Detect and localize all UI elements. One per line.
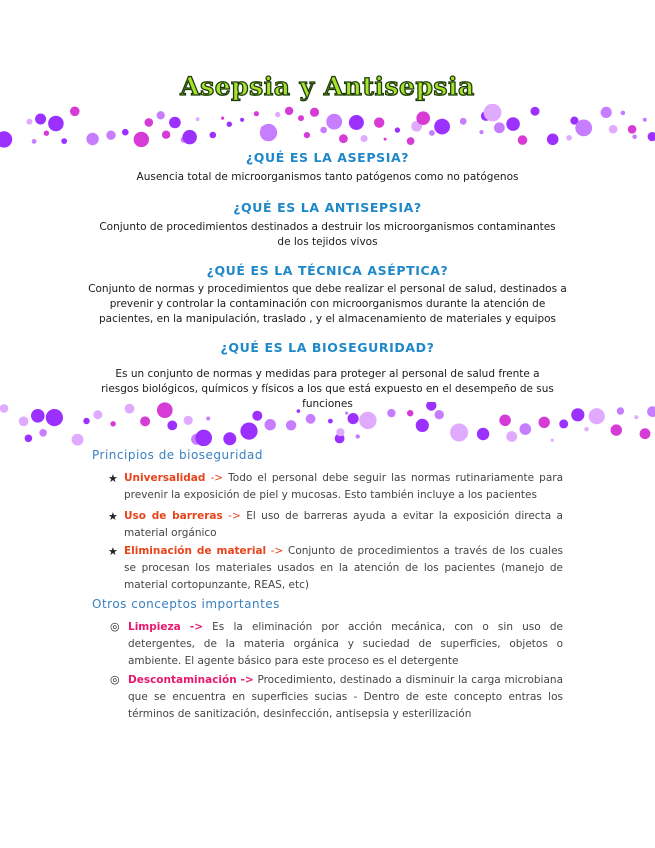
section-heading-principios: Principios de bioseguridad	[92, 448, 264, 462]
decorative-dot	[206, 417, 210, 421]
decorative-dot	[617, 407, 624, 414]
decorative-dot	[426, 402, 436, 411]
term-universalidad: Universalidad	[124, 472, 206, 484]
decorative-dot	[407, 137, 415, 145]
decorative-dot	[145, 118, 154, 127]
decorative-dot	[48, 116, 64, 132]
decorative-dot	[632, 135, 637, 140]
answer-tecnica-aseptica: Conjunto de normas y procedimientos que debe realizar el personal de salud, destinados a prevenir y controlar la contaminación con microorganismos durante la atención de pacientes, en la manipulación, traslado , y el almacenamiento de materiales y equipos	[88, 283, 567, 325]
decorative-dot	[169, 117, 181, 129]
decorative-dot	[326, 114, 342, 130]
term-uso-de-barreras: Uso de barreras	[124, 510, 223, 522]
decorative-dot	[648, 132, 655, 141]
question-asepsia: ¿QUÉ ES LA ASEPSIA?	[245, 150, 410, 165]
decorative-dot	[221, 117, 224, 120]
decorative-dot	[0, 404, 8, 413]
decorative-dot	[46, 409, 63, 426]
decorative-dot	[83, 418, 89, 424]
decorative-dot	[0, 131, 12, 147]
decorative-dot	[26, 119, 32, 125]
decorative-dot	[93, 410, 102, 419]
decorative-dot	[643, 118, 647, 122]
decorative-dot	[328, 419, 333, 424]
decorative-dot	[361, 135, 368, 142]
decorative-dot	[32, 139, 37, 144]
question-tecnica-aseptica: ¿QUÉ ES LA TÉCNICA ASÉPTICA?	[206, 263, 449, 278]
decorative-dot	[157, 111, 165, 119]
decorative-dot	[547, 134, 559, 146]
decorative-dot	[157, 402, 173, 418]
principio-universalidad	[124, 470, 563, 504]
answer-antisepsia: Conjunto de procedimientos destinados a destruir los microorganismos contaminantes de los tejidos vivos	[99, 221, 556, 248]
decorative-dot	[162, 131, 170, 139]
decorative-dot	[339, 134, 348, 143]
decorative-dot	[227, 122, 232, 127]
star-bullet-icon: ★	[108, 472, 118, 485]
decorative-dot	[285, 107, 293, 115]
arrow: ->	[240, 674, 254, 686]
decorative-dot	[601, 107, 612, 118]
decorative-dot	[359, 412, 376, 429]
decorative-dot	[61, 138, 67, 144]
decorative-dot	[374, 117, 384, 127]
decorative-dot	[183, 130, 197, 144]
decorative-dot	[566, 135, 572, 141]
answer-bioseguridad: Es un conjunto de normas y medidas para proteger al personal de salud frente a riesgos biológicos, químicos y físicos a los que está expuesto en el desempeño de sus funciones	[101, 368, 554, 410]
decorative-dot	[72, 434, 84, 446]
decorative-dot	[559, 419, 568, 428]
decorative-dot	[86, 133, 98, 145]
page-title: Asepsia y Antisepsia	[180, 72, 475, 101]
decorative-dot	[252, 411, 262, 421]
decorative-dot	[286, 420, 296, 430]
decorative-dot	[297, 409, 301, 413]
decorative-dot	[531, 107, 540, 116]
decorative-dot	[628, 125, 637, 134]
decorative-dot	[479, 130, 483, 134]
decorative-dot	[506, 117, 520, 131]
decorative-dot	[240, 423, 257, 440]
decorative-dot	[518, 135, 528, 145]
decorative-dot	[223, 432, 236, 445]
decorative-dot	[19, 416, 29, 426]
decorative-dot	[384, 138, 387, 141]
decorative-dot	[416, 419, 429, 432]
decorative-dot	[349, 115, 364, 130]
decorative-dot	[306, 414, 316, 424]
decorative-dot	[275, 112, 280, 117]
decorative-dot	[539, 417, 550, 428]
definition-universalidad: Todo el personal debe seguir las normas rutinariamente para prevenir la exposición de piel y mucosas. Esto también incluye a los pacientes	[124, 472, 564, 501]
decorative-dot	[450, 424, 468, 442]
decorative-dot	[25, 435, 33, 443]
definition-limpieza: Es la eliminación por acción mecánica, con o sin uso de detergentes, de la materia orgánica y suciedad de superficies, objetos o ambiente. El agente básico para este proceso es el detergente	[128, 621, 563, 667]
arrow: ->	[270, 545, 284, 557]
decorative-dot	[298, 115, 304, 121]
decorative-dot	[210, 132, 217, 139]
decorative-dot	[310, 108, 319, 117]
arrow: ->	[189, 621, 203, 633]
decorative-dot	[106, 131, 115, 140]
decorative-dot	[584, 427, 588, 431]
decorative-dot	[575, 120, 592, 137]
decorative-dot	[345, 412, 348, 415]
definition-eliminacion-de-material: Conjunto de procedimientos a través de los cuales se procesan los materiales usados en la atención de los pacientes (manejo de material cortopunzante, REAS, etc)	[124, 545, 563, 591]
arrow: ->	[228, 510, 241, 522]
decorative-dot	[35, 114, 46, 125]
principio-uso-de-barreras	[124, 508, 563, 542]
decorative-dot	[407, 410, 413, 416]
decorative-dot	[348, 413, 359, 424]
decorative-dot	[31, 409, 45, 423]
decorative-dot	[416, 111, 430, 125]
decorative-dot	[499, 415, 511, 427]
decorative-dot	[39, 429, 47, 437]
decorative-dot	[435, 410, 444, 419]
term-descontaminacion: Descontaminación	[128, 674, 237, 686]
definition-descontaminacion: Procedimiento, destinado a disminuir la carga microbiana que se encuentra en superficies sucias - Dentro de este concepto entras los términos de sanitización, desinfección, antisepsia y esterilización	[128, 674, 563, 720]
decorative-dot	[434, 119, 450, 135]
definition-uso-de-barreras: El uso de barreras ayuda a evitar la exposición directa a material orgánico	[124, 510, 563, 539]
decorative-dot	[240, 118, 244, 122]
star-bullet-icon: ★	[108, 510, 118, 523]
decorative-dot	[429, 130, 435, 136]
decorative-dot	[265, 419, 276, 430]
arrow: ->	[210, 472, 224, 484]
term-eliminacion-de-material: Eliminación de material	[124, 545, 267, 557]
decorative-dot	[44, 131, 49, 136]
decorative-dot	[122, 129, 129, 136]
concepto-limpieza	[128, 619, 563, 670]
decorative-dot	[551, 439, 554, 442]
section-heading-otros-conceptos: Otros conceptos importantes	[92, 597, 280, 611]
answer-asepsia: Ausencia total de microorganismos tanto patógenos como no patógenos	[136, 171, 519, 183]
decorative-dot	[506, 431, 517, 442]
decorative-dot	[387, 409, 395, 417]
term-limpieza: Limpieza	[128, 621, 181, 633]
decorative-dot	[611, 424, 622, 435]
decorative-dot	[477, 428, 489, 440]
decorative-dot	[484, 104, 502, 121]
star-bullet-icon: ★	[108, 545, 118, 558]
circle-bullet-icon: ◎	[110, 620, 120, 633]
decorative-dot	[70, 107, 80, 117]
decorative-dot	[110, 421, 115, 426]
decorative-dot	[304, 132, 310, 138]
decorative-dot	[320, 127, 327, 134]
decorative-dot	[134, 132, 149, 147]
decorative-dot	[640, 428, 651, 439]
decorative-dot	[571, 408, 584, 421]
decorative-dot	[589, 408, 605, 424]
dots-border-top	[0, 104, 655, 148]
decorative-dot	[609, 125, 618, 134]
decorative-dot	[520, 423, 532, 435]
decorative-dot	[647, 406, 655, 417]
circle-bullet-icon: ◎	[110, 673, 120, 686]
decorative-dot	[260, 124, 277, 141]
decorative-dot	[356, 434, 360, 438]
decorative-dot	[167, 421, 177, 431]
concepto-descontaminacion	[128, 672, 563, 723]
decorative-dot	[336, 428, 344, 436]
principio-eliminacion-de-material	[124, 543, 563, 594]
decorative-dot	[196, 117, 200, 121]
decorative-dot	[125, 404, 135, 414]
decorative-dot	[494, 122, 505, 133]
decorative-dot	[184, 416, 193, 425]
dots-border-bottom	[0, 402, 655, 446]
decorative-dot	[195, 430, 212, 446]
decorative-dot	[254, 111, 259, 116]
decorative-dot	[395, 127, 400, 132]
decorative-dot	[634, 415, 638, 419]
decorative-dot	[140, 416, 150, 426]
question-bioseguridad: ¿QUÉ ES LA BIOSEGURIDAD?	[220, 340, 435, 355]
decorative-dot	[621, 111, 626, 116]
question-antisepsia: ¿QUÉ ES LA ANTISEPSIA?	[233, 200, 422, 215]
decorative-dot	[460, 118, 467, 125]
